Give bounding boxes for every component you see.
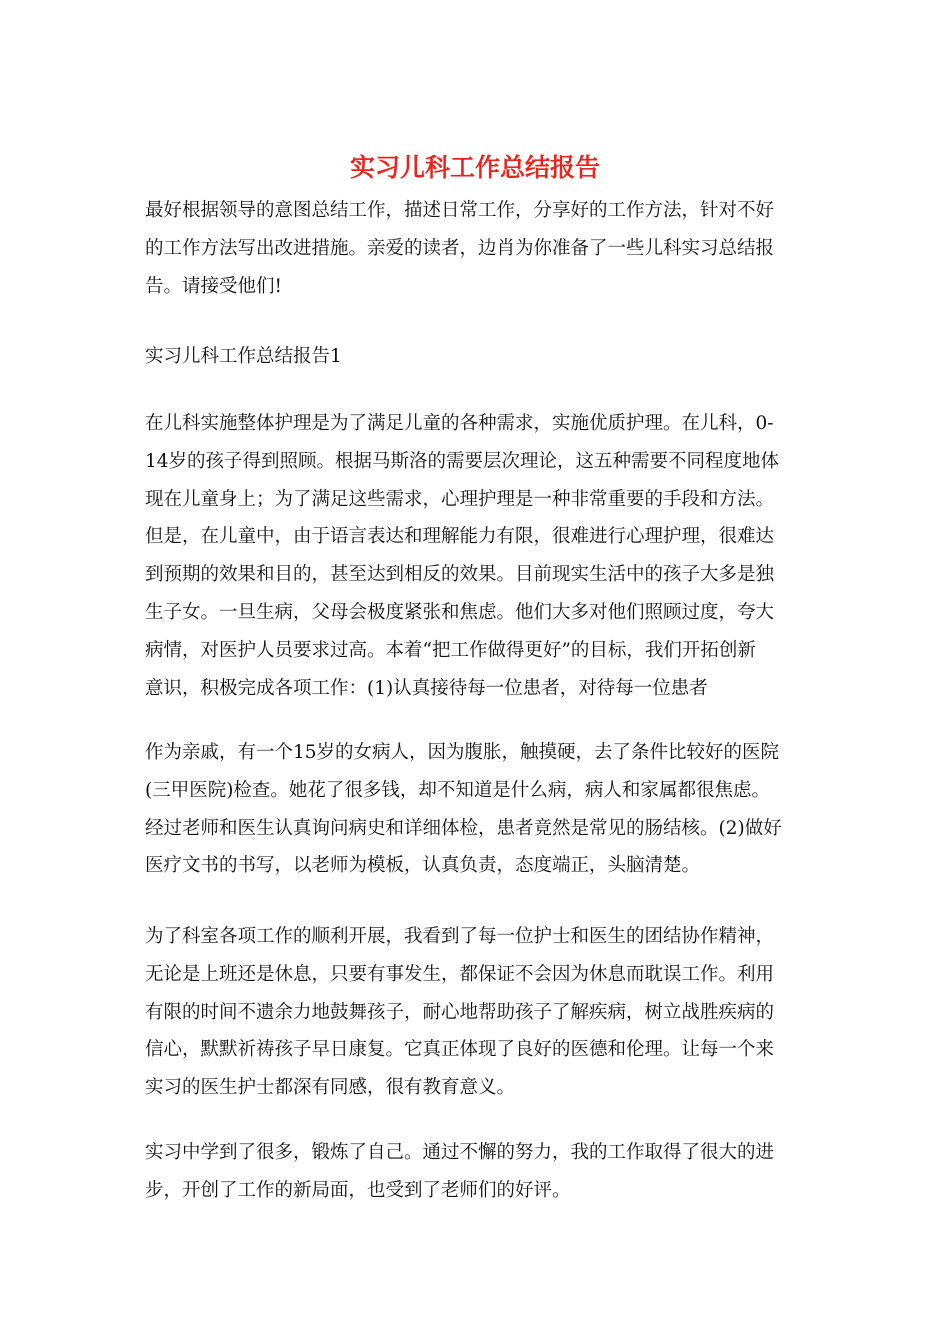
section-heading: [145, 338, 815, 376]
paragraph-line: 实习中学到了很多，锻炼了自己。通过不懈的努力，我的工作取得了很大的进: [145, 1142, 775, 1163]
section-heading-text: 实习儿科工作总结报告1: [145, 346, 342, 367]
paragraph-line: 14岁的孩子得到照顾。根据马斯洛的需要层次理论，这五种需要不同程度地体: [145, 450, 780, 472]
paragraph-line: 实习的医生护士都深有同感，很有教育意义。: [145, 1077, 516, 1099]
paragraph-line: 意识，积极完成各项工作：(1)认真接待每一位患者，对待每一位患者: [145, 677, 708, 699]
paragraph-line: 步，开创了工作的新局面，也受到了老师们的好评。: [145, 1179, 571, 1201]
document-title: 实习儿科工作总结报告: [349, 153, 600, 182]
body-paragraph-4: [145, 1134, 815, 1210]
paragraph-line: 为了科室各项工作的顺利开展，我看到了每一位护士和医生的团结协作精神，: [145, 926, 775, 947]
intro-line: 的工作方法写出改进措施。亲爱的读者，边肖为你准备了一些儿科实习总结报: [145, 237, 775, 259]
paragraph-line: 作为亲戚，有一个15岁的女病人，因为腹胀，触摸硬，去了条件比较好的医院: [145, 742, 780, 763]
intro-paragraph: [145, 192, 815, 305]
paragraph-line: 但是，在儿童中，由于语言表达和理解能力有限，很难进行心理护理，很难达: [145, 526, 775, 548]
paragraph-line: 信心，默默祈祷孩子早日康复。它真正体现了良好的医德和伦理。让每一个来: [145, 1039, 775, 1061]
paragraph-line: 无论是上班还是休息，只要有事发生，都保证不会因为休息而耽误工作。利用: [145, 963, 775, 985]
body-paragraph-2: [145, 734, 815, 885]
paragraph-line: 在儿科实施整体护理是为了满足儿童的各种需求，实施优质护理。在儿科，0-: [145, 413, 774, 434]
body-paragraph-3: [145, 918, 815, 1107]
paragraph-line: 现在儿童身上；为了满足这些需求，心理护理是一种非常重要的手段和方法。: [145, 488, 775, 510]
intro-line: 告。请接受他们!: [145, 275, 282, 297]
intro-line: 最好根据领导的意图总结工作，描述日常工作，分享好的工作方法，针对不好: [145, 200, 775, 221]
body-paragraph-1: [145, 405, 815, 707]
paragraph-line: 生子女。一旦生病，父母会极度紧张和焦虑。他们大多对他们照顾过度，夸大: [145, 601, 775, 623]
paragraph-line: 医疗文书的书写，以老师为模板，认真负责，态度端正，头脑清楚。: [145, 855, 701, 877]
paragraph-line: 到预期的效果和目的，甚至达到相反的效果。目前现实生活中的孩子大多是独: [145, 564, 775, 586]
paragraph-line: 病情，对医护人员要求过高。本着“把工作做得更好”的目标，我们开拓创新: [145, 639, 756, 661]
paragraph-line: (三甲医院)检查。她花了很多钱，却不知道是什么病，病人和家属都很焦虑。: [145, 779, 770, 801]
paragraph-line: 经过老师和医生认真询问病史和详细体检，患者竟然是常见的肠结核。(2)做好: [145, 817, 782, 839]
paragraph-line: 有限的时间不遗余力地鼓舞孩子，耐心地帮助孩子了解疾病，树立战胜疾病的: [145, 1001, 775, 1023]
